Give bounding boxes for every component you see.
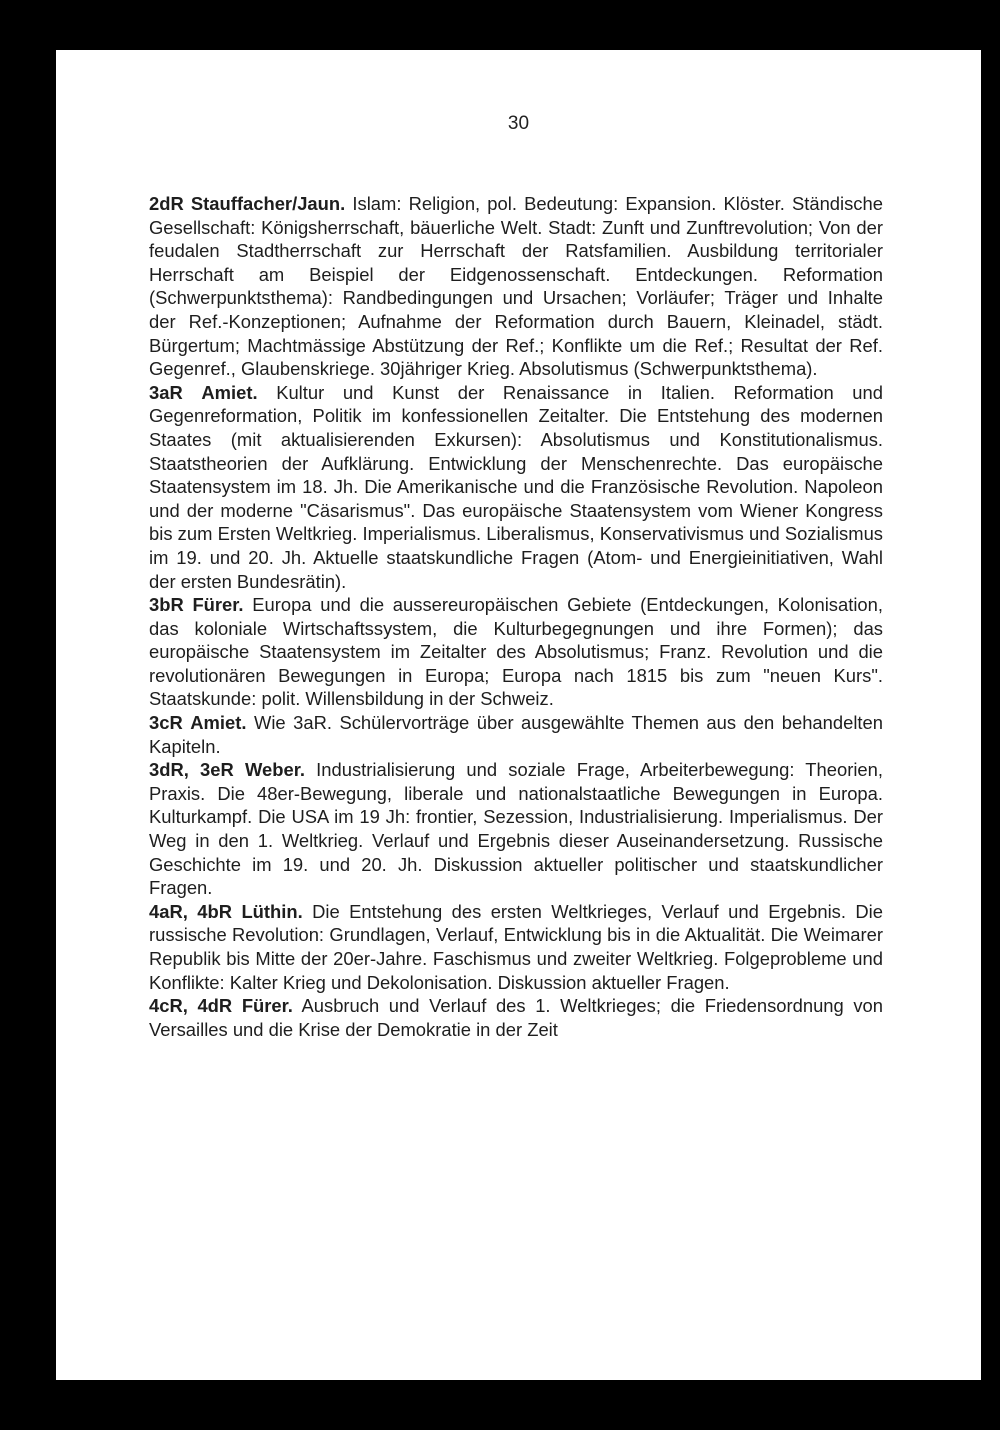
entry-text: Die Entstehung des ersten Weltkrieges, Verlauf und Ergebnis. Die russische Revolution: Grundlagen, Verlauf, Entwicklung bis in die Aktualität. Die Weimarer Republik bis Mitte der 20er-Jahre. Faschismus und zweiter Weltkrieg. Folgeprobleme und Konflikte: Kalter Krieg und Dekolonisation. Diskussion aktueller Fragen. <box>149 900 883 993</box>
entry-2dR <box>149 192 883 381</box>
entry-text: Industrialisierung und soziale Frage, Arbeiterbewegung: Theorien, Praxis. Die 48er-Bewegung, liberale und nationalstaatliche Bewegungen in Europa. Kulturkampf. Die USA im 19 Jh: frontier, Sezession, Industrialisierung. Imperialismus. Der Weg in den 1. Weltkrieg. Verlauf und Ergebnis dieser Auseinandersetzung. Russische Geschichte im 19. und 20. Jh. Diskussion aktueller politischer und staatskundlicher Fragen. <box>149 759 883 899</box>
entry-3aR <box>149 381 883 593</box>
body-text <box>149 192 883 1041</box>
class-code: 3cR <box>149 712 183 734</box>
entry-4aR-4bR <box>149 900 883 994</box>
page-number: 30 <box>507 113 530 134</box>
class-code: 3aR <box>149 381 183 403</box>
entry-text: Kultur und Kunst der Renaissance in Italien. Reformation und Gegenreformation, Politik im konfessionellen Zeitalter. Die Entstehung des modernen Staates (mit aktualisierenden Exkursen): Absolutismus und Konstitutionalismus. Staatstheorien der Aufklärung. Entwicklung der Menschenrechte. Das europäische Staatensystem im 18. Jh. Die Amerikanische und die Französische Revolution. Napoleon und der moderne "Cäsarismus". Das europäische Staatensystem vom Wiener Kongress bis zum Ersten Weltkrieg. Imperialismus. Liberalismus, Konservativismus und Sozialismus im 19. und 20. Jh. Aktuelle staatskundliche Fragen (Atom- und Energieinitiativen, Wahl der ersten Bundesrätin). <box>149 381 883 592</box>
class-code: 4aR, 4bR <box>149 900 233 922</box>
entry-text: Ausbruch und Verlauf des 1. Weltkrieges; die Friedensordnung von Versailles und die Krise der Demokratie in der Zeit <box>149 995 884 1040</box>
class-code: 4cR, 4dR <box>149 995 233 1017</box>
entry-3dR-3eR <box>149 758 883 900</box>
document-page <box>56 50 981 1380</box>
entry-text: Europa und die aussereuropäischen Gebiete (Entdeckungen, Kolonisation, das koloniale Wirtschaftssystem, die Kulturbegegnungen und ihre Formen); das europäische Staatensystem im Zeitalter des Absolutismus; Franz. Revolution und die revolutionären Bewegungen in Europa; Europa nach 1815 bis zum "neuen Kurs". Staatskunde: polit. Willensbildung in der Schweiz. <box>149 594 883 710</box>
teacher-name: Amiet. <box>201 381 258 403</box>
teacher-name: Fürer. <box>241 995 293 1017</box>
entry-text: Islam: Religion, pol. Bedeutung: Expansion. Klöster. Ständische Gesellschaft: Königsherrschaft, bäuerliche Welt. Stadt: Zunft und Zunftrevolution; Von der feudalen Stadtherrschaft zur Herrschaft der Ratsfamilien. Ausbildung territorialer Herrschaft am Beispiel der Eidgenossenschaft. Entdeckungen. Reformation (Schwerpunktsthema): Randbedingungen und Ursachen; Vorläufer; Träger und Inhalte der Ref.-Konzeptionen; Aufnahme der Reformation durch Bauern, Kleinadel, städt. Bürgertum; Machtmässige Abstützung der Ref.; Konflikte um die Ref.; Resultat der Ref. Gegenref., Glaubenskriege. 30jähriger Krieg. Absolutismus (Schwerpunktsthema). <box>149 193 883 380</box>
entry-4cR-4dR <box>149 994 883 1041</box>
teacher-name: Stauffacher/Jaun. <box>190 193 346 214</box>
class-code: 2dR <box>149 193 184 214</box>
teacher-name: Amiet. <box>190 712 247 734</box>
teacher-name: Weber. <box>245 759 305 781</box>
entry-3cR <box>149 711 883 758</box>
entry-text: Wie 3aR. Schülervorträge über ausgewählte Themen aus den behandelten Kapiteln. <box>149 712 883 757</box>
class-code: 3dR, 3eR <box>149 759 234 781</box>
entry-3bR <box>149 593 883 711</box>
teacher-name: Lüthin. <box>241 900 303 922</box>
teacher-name: Fürer. <box>192 594 244 616</box>
class-code: 3bR <box>149 594 184 616</box>
